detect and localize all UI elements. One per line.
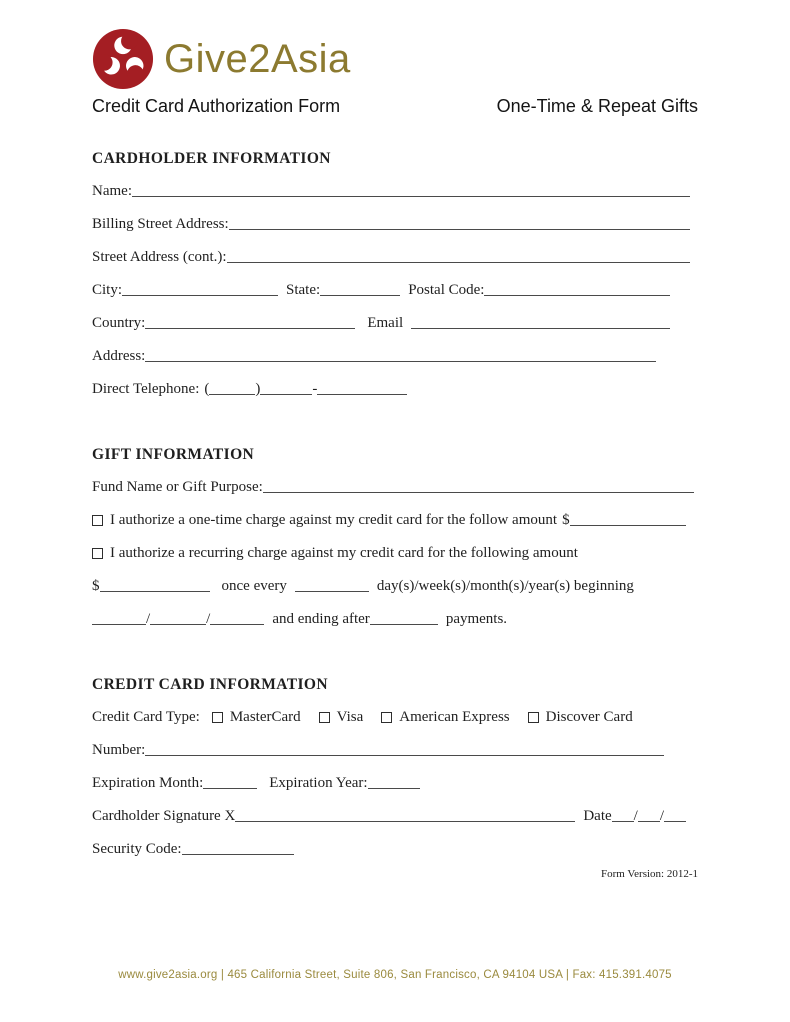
fund-name-row	[92, 478, 698, 497]
form-subtitle: One-Time & Repeat Gifts	[496, 96, 698, 116]
one-time-dollar-sign: $	[562, 512, 570, 528]
gift-section-heading: GIFT INFORMATION	[92, 446, 255, 463]
telephone-row	[92, 380, 698, 399]
logo-row	[92, 28, 698, 90]
card-type-row	[92, 708, 698, 727]
form-title: Credit Card Authorization Form	[92, 96, 341, 116]
recurring-schedule-row	[92, 610, 698, 629]
begin-day-field-line[interactable]	[150, 624, 206, 625]
name-row	[92, 182, 698, 201]
phone-prefix-field-line[interactable]	[260, 394, 312, 395]
exp-month-label: Expiration Month:	[92, 775, 204, 791]
once-every-text: once every	[221, 578, 287, 594]
country-label: Country:	[92, 315, 146, 331]
name-label: Name:	[92, 183, 132, 199]
sig-date-slash-2: /	[659, 808, 664, 824]
card-number-row	[92, 741, 698, 760]
billing-address-field-line[interactable]	[229, 229, 690, 230]
exp-year-field-line[interactable]	[368, 788, 420, 789]
date-year-field-line[interactable]	[664, 821, 686, 822]
date-day-field-line[interactable]	[638, 821, 660, 822]
frequency-count-field-line[interactable]	[295, 591, 369, 592]
exp-year-label: Expiration Year:	[269, 775, 368, 791]
country-field-line[interactable]	[145, 328, 355, 329]
give2asia-logo-icon	[92, 28, 154, 90]
signature-label: Cardholder Signature X	[92, 808, 236, 824]
expiration-row	[92, 774, 698, 793]
address-field-line[interactable]	[145, 361, 656, 362]
state-field-line[interactable]	[320, 295, 400, 296]
exp-month-field-line[interactable]	[203, 788, 257, 789]
visa-label: Visa	[336, 709, 364, 725]
city-label: City:	[92, 282, 123, 298]
phone-suffix-field-line[interactable]	[317, 394, 407, 395]
city-state-postal-row	[92, 281, 698, 300]
brand-name: Give2Asia	[164, 37, 351, 81]
mastercard-checkbox[interactable]	[212, 712, 223, 723]
phone-area-field-line[interactable]	[209, 394, 255, 395]
card-type-label: Credit Card Type:	[92, 709, 200, 725]
title-row	[92, 96, 698, 117]
begin-month-field-line[interactable]	[92, 624, 146, 625]
country-email-row	[92, 314, 698, 333]
signature-field-line[interactable]	[235, 821, 575, 822]
postal-code-field-line[interactable]	[484, 295, 670, 296]
payments-text: payments.	[445, 611, 508, 627]
credit-section-heading: CREDIT CARD INFORMATION	[92, 676, 328, 693]
card-number-label: Number:	[92, 742, 146, 758]
email-field-line[interactable]	[411, 328, 670, 329]
fund-name-field-line[interactable]	[263, 492, 694, 493]
one-time-charge-text: I authorize a one-time charge against my credit card for the follow amount	[110, 512, 558, 528]
postal-code-label: Postal Code:	[408, 282, 485, 298]
street-cont-row	[92, 248, 698, 267]
recurring-amount-row	[92, 577, 698, 596]
phone-close-paren: )	[255, 381, 261, 397]
recurring-amount-field-line[interactable]	[100, 591, 210, 592]
discover-label: Discover Card	[545, 709, 633, 725]
street-cont-field-line[interactable]	[227, 262, 690, 263]
discover-checkbox[interactable]	[528, 712, 539, 723]
date-month-field-line[interactable]	[612, 821, 634, 822]
recurring-charge-text: I authorize a recurring charge against my credit card for the following amount	[110, 545, 578, 561]
recurring-charge-checkbox[interactable]	[92, 548, 103, 559]
recurring-charge-row	[92, 544, 698, 563]
state-label: State:	[286, 282, 321, 298]
phone-dash: -	[312, 381, 318, 397]
security-code-field-line[interactable]	[182, 854, 294, 855]
footer-contact: www.give2asia.org | 465 California Street, Suite 806, San Francisco, CA 94104 USA | Fax: 415.391.4075	[118, 969, 672, 981]
amex-checkbox[interactable]	[381, 712, 392, 723]
address-row	[92, 347, 698, 366]
date-slash-1: /	[146, 611, 151, 627]
frequency-units-text: day(s)/week(s)/month(s)/year(s) beginning	[376, 578, 634, 594]
address-label: Address:	[92, 348, 146, 364]
email-label: Email	[367, 315, 404, 331]
billing-address-row	[92, 215, 698, 234]
one-time-amount-field-line[interactable]	[570, 525, 686, 526]
signature-row	[92, 807, 698, 826]
payments-count-field-line[interactable]	[370, 624, 438, 625]
fund-name-label: Fund Name or Gift Purpose:	[92, 479, 263, 495]
city-field-line[interactable]	[122, 295, 278, 296]
security-code-row	[92, 840, 698, 859]
mastercard-label: MasterCard	[229, 709, 301, 725]
form-version: Form Version: 2012-1	[601, 868, 698, 880]
telephone-label: Direct Telephone:	[92, 381, 200, 397]
ending-after-text: and ending after	[272, 611, 370, 627]
name-field-line[interactable]	[132, 196, 690, 197]
date-slash-2: /	[206, 611, 211, 627]
amex-label: American Express	[399, 709, 510, 725]
security-code-label: Security Code:	[92, 841, 182, 857]
one-time-charge-row	[92, 511, 698, 530]
recurring-dollar-sign: $	[92, 578, 100, 594]
cardholder-section-heading: CARDHOLDER INFORMATION	[92, 150, 331, 167]
card-number-field-line[interactable]	[145, 755, 664, 756]
visa-checkbox[interactable]	[319, 712, 330, 723]
phone-open-paren: (	[204, 381, 210, 397]
one-time-charge-checkbox[interactable]	[92, 515, 103, 526]
begin-year-field-line[interactable]	[210, 624, 264, 625]
billing-address-label: Billing Street Address:	[92, 216, 229, 232]
street-cont-label: Street Address (cont.):	[92, 249, 227, 265]
date-label: Date	[583, 808, 612, 824]
sig-date-slash-1: /	[633, 808, 638, 824]
